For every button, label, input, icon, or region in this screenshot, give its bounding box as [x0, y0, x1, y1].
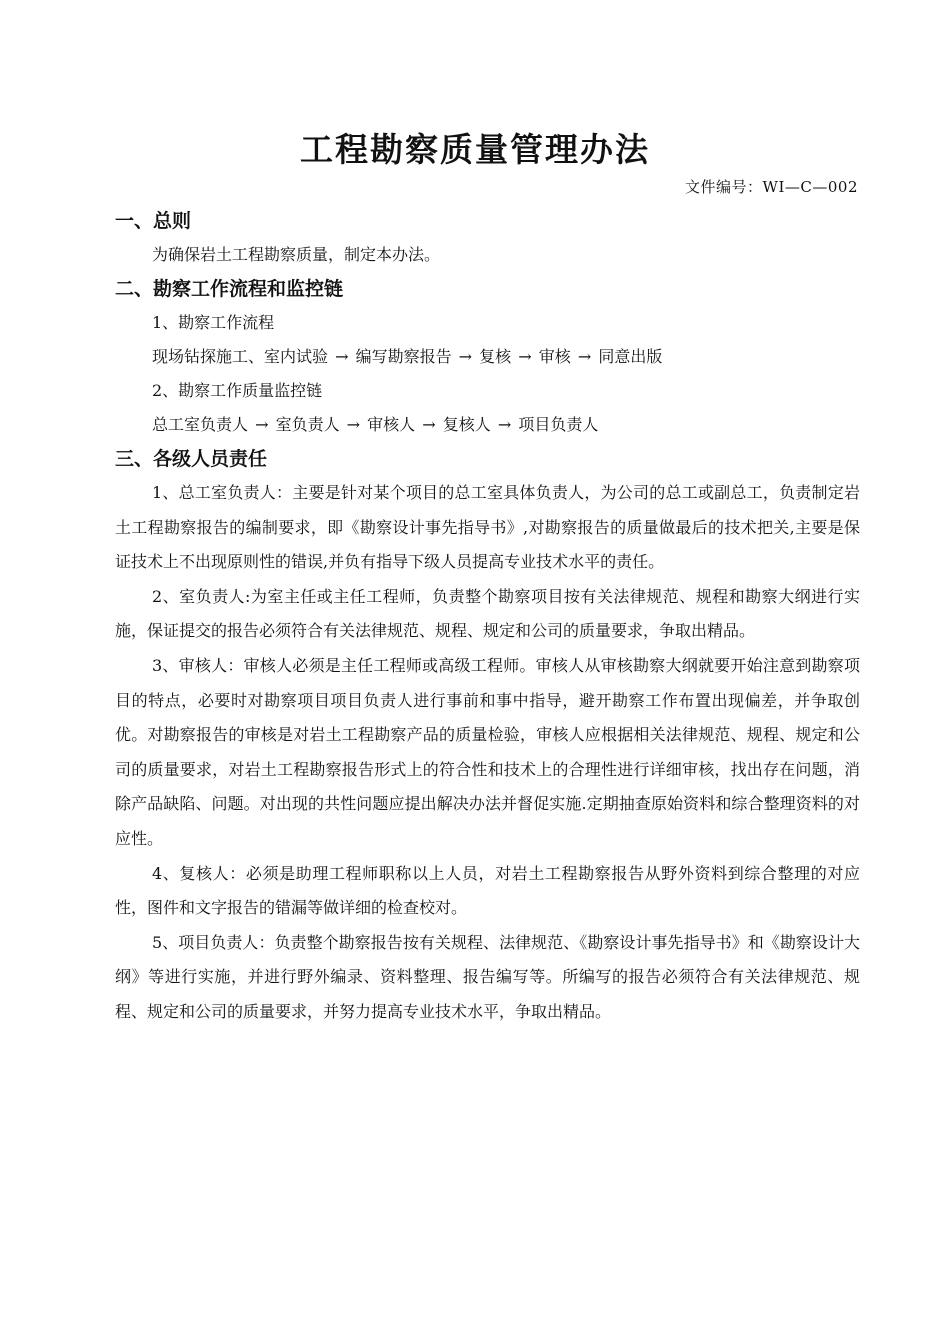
responsibility-checker: 4、复核人：必须是助理工程师职称以上人员，对岩土工程勘察报告从野外资料到综合整理的对应性，图件和文字报告的错漏等做详细的检查校对。 — [115, 863, 860, 918]
document-body — [115, 204, 860, 1030]
responsibility-project-lead: 5、项目负责人：负责整个勘察报告按有关规程、法律规范、《勘察设计事先指导书》和《勘察设计大纲》等进行实施，并进行野外编录、资料整理、报告编写等。所编写的报告必须符合有关法律规范、规程、规定和公司的质量要求，并努力提高专业技术水平，争取出精品。 — [115, 932, 860, 1021]
section-heading-general: 一、总则 — [115, 210, 192, 232]
general-purpose-text: 为确保岩土工程勘察质量，制定本办法。 — [152, 245, 441, 264]
workflow-item-label: 1、勘察工作流程 — [152, 313, 275, 332]
document-number: 文件编号：WI—C—002 — [685, 178, 858, 196]
section-heading-workflow: 二、勘察工作流程和监控链 — [115, 278, 344, 300]
responsibility-department-head: 2、室负责人:为室主任或主任工程师，负责整个勘察项目按有关法律规范、规程和勘察大纲进行实施，保证提交的报告必须符合有关法律规范、规程、规定和公司的质量要求，争取出精品。 — [115, 586, 860, 641]
document-title: 工程勘察质量管理办法 — [300, 130, 650, 169]
responsibility-chief-engineer: 1、总工室负责人：主要是针对某个项目的总工室具体负责人，为公司的总工或副总工，负责制定岩土工程勘察报告的编制要求，即《勘察设计事先指导书》,对勘察报告的质量做最后的技术把关,主要是保证技术上不出现原则性的错误,并负有指导下级人员提高专业技术水平的责任。 — [115, 483, 860, 572]
monitoring-chain-label: 2、勘察工作质量监控链 — [152, 381, 323, 400]
responsibility-reviewer: 3、审核人：审核人必须是主任工程师或高级工程师。审核人从审核勘察大纲就要开始注意到勘察项目的特点，必要时对勘察项目项目负责人进行事前和事中指导，避开勘察工作布置出现偏差，并争取创优。对勘察报告的审核是对岩土工程勘察产品的质量检验，审核人应根据相关法律规范、规程、规定和公司的质量要求，对岩土工程勘察报告形式上的符合性和技术上的合理性进行详细审核，找出存在问题，消除产品缺陷、问题。对出现的共性问题应提出解决办法并督促实施.定期抽查原始资料和综合整理资料的对应性。 — [115, 655, 860, 848]
monitoring-chain-steps: 总工室负责人 → 室负责人 → 审核人 → 复核人 → 项目负责人 — [152, 415, 599, 434]
workflow-steps: 现场钻探施工、室内试验 → 编写勘察报告 → 复核 → 审核 → 同意出版 — [152, 347, 663, 366]
section-heading-responsibilities: 三、各级人员责任 — [115, 448, 268, 470]
